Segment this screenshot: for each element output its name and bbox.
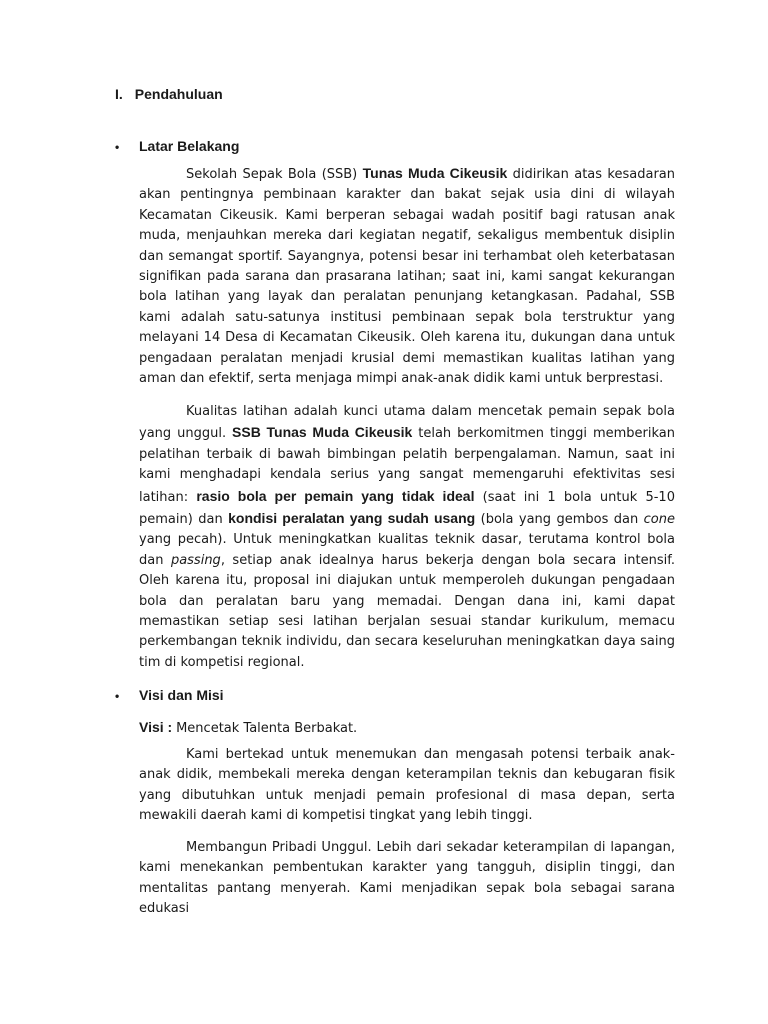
visi-label: Visi : <box>139 719 177 735</box>
subheading-latar-belakang <box>115 138 239 154</box>
text-run: , setiap anak idealnya harus bekerja dengan bola secara intensif. Oleh karena itu, proposal ini diajukan untuk memperoleh dukungan pengadaan bola dan peralatan baru yang memadai. Dengan dana ini, kami dapat memastikan setiap sesi latihan berjalan sesuai standar kurikulum, memacu perkembangan teknik individu, dan secara keseluruhan meningkatkan daya saing tim di kompetisi regional. <box>139 552 675 670</box>
subheading-text: Latar Belakang <box>139 138 240 154</box>
visi-text: Mencetak Talenta Berbakat. <box>176 721 358 736</box>
emphasis-text: rasio bola per pemain yang tidak ideal <box>196 487 475 504</box>
text-run: telah berkomitmen tinggi memberikan pelatihan terbaik di bawah bimbingan pelatih berpengalaman. Namun, saat ini kami menghadapi kendala serius yang sangat memengaruhi efektivitas sesi latihan: <box>139 426 675 505</box>
bullet-icon: • <box>115 689 120 703</box>
paragraph-latar-2 <box>139 402 675 673</box>
paragraph-visi-1: Kami bertekad untuk menemukan dan mengasah potensi terbaik anak-anak didik, membekali mereka dengan keterampilan teknis dan kebugaran fisik yang dibutuhkan untuk menjadi pemain profesional di masa depan, serta mewakili daerah kami di kompetisi tingkat yang lebih tinggi. <box>139 747 675 824</box>
bullet-icon: • <box>115 140 120 154</box>
org-name: Tunas Muda Cikeusik <box>362 165 508 181</box>
visi-line <box>139 717 357 739</box>
org-name: SSB Tunas Muda Cikeusik <box>232 424 413 441</box>
text-run: (bola yang gembos dan <box>475 512 644 528</box>
text-run: Kualitas latihan adalah kunci utama dalam mencetak pemain sepak bola yang unggul. <box>139 404 675 442</box>
subheading-text: Visi dan Misi <box>139 687 224 703</box>
section-heading <box>115 86 223 102</box>
paragraph-visi-2: Membangun Pribadi Unggul. Lebih dari sekadar keterampilan di lapangan, kami menekankan pembentukan karakter yang tangguh, disiplin tinggi, dan mentalitas pantang menyerah. Kami menjadikan sepak bola sebagai sarana edukasi <box>139 840 675 917</box>
text-run: yang pecah). Untuk meningkatkan kualitas teknik dasar, terutama kontrol bola dan <box>139 532 675 568</box>
text-run: (saat ini 1 bola untuk 5-10 pemain) dan <box>139 489 675 528</box>
text-run: Sekolah Sepak Bola (SSB) <box>186 167 363 182</box>
emphasis-text: kondisi peralatan yang sudah usang <box>228 510 476 527</box>
section-title: Pendahuluan <box>134 86 223 102</box>
subheading-visi-misi <box>115 687 224 703</box>
text-run: didirikan atas kesadaran akan pentingnya pembinaan karakter dan bakat sejak usia dini di wilayah Kecamatan Cikeusik. Kami berperan sebagai wadah positif bagi ratusan anak muda, menjauhkan mereka dari kegiatan negatif, sekaligus membentuk disiplin dan semangat sportif. Sayangnya, potensi besar ini terhambat oleh keterbatasan signifikan pada sarana dan prasarana latihan; saat ini, kami sangat kekurangan bola latihan yang layak dan peralatan penunjang ketangkasan. Padahal, SSB kami adalah satu-satunya institusi pembinaan sepak bola terstruktur yang melayani 14 Desa di Kecamatan Cikeusik. Oleh karena itu, dukungan dana untuk pengadaan peralatan menjadi krusial demi memastikan kualitas latihan yang aman dan efektif, serta menjaga mimpi anak-anak didik kami untuk berprestasi. <box>139 167 676 387</box>
paragraph-latar-1 <box>139 163 675 389</box>
italic-term: cone <box>643 512 675 528</box>
italic-term: passing <box>170 552 221 568</box>
section-number: I. <box>115 86 123 102</box>
